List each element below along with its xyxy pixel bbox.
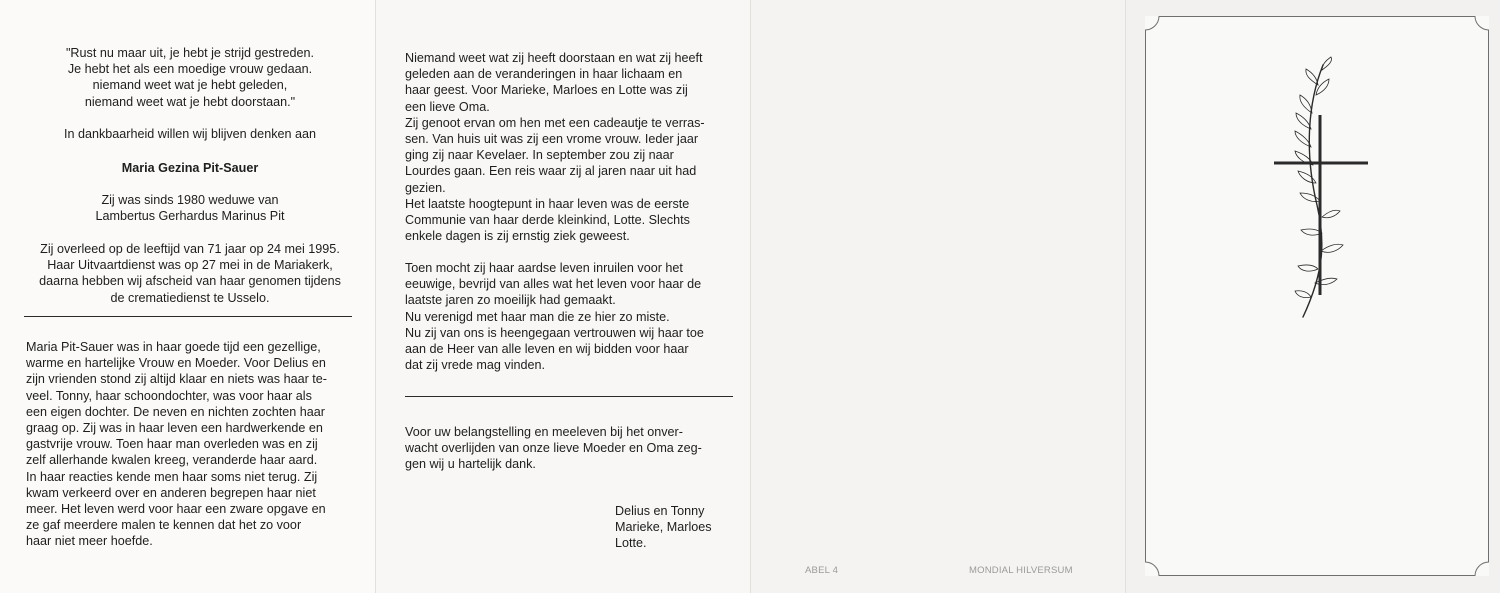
poem-line: niemand weet wat je hebt geleden, xyxy=(92,78,288,93)
back-cover-panel xyxy=(750,0,1125,593)
biography-line: graag op. Zij was in haar leven een hardwerkende en xyxy=(26,421,323,436)
farewell-line: Nu zij van ons is heengegaan vertrouwen wij haar toe xyxy=(405,325,704,340)
poem-line: niemand weet wat je hebt doorstaan." xyxy=(84,94,296,109)
farewell-paragraph xyxy=(405,260,732,373)
farewell-line: Nu verenigd met haar man die ze hier zo miste. xyxy=(405,309,670,324)
poem-line: Je hebt het als een moedige vrouw gedaan. xyxy=(67,62,313,77)
story-line: haar geest. Voor Marieke, Marloes en Lotte was zij xyxy=(405,83,688,98)
biography-line: haar niet meer hoefde. xyxy=(26,534,153,549)
death-line: de crematiedienst te Usselo. xyxy=(110,290,270,305)
farewell-line: dat zij vrede mag vinden. xyxy=(405,358,546,373)
thanks-line: gen wij u hartelijk dank. xyxy=(405,457,536,472)
biography-line: veel. Tonny, haar schoondochter, was voor haar als xyxy=(26,388,312,403)
story-line: Lourdes gaan. Een reis waar zij al jaren naar uit had xyxy=(405,164,697,179)
thanks-line: Voor uw belangstelling en meeleven bij het onver- xyxy=(405,425,683,439)
printer-imprint: MONDIAL HILVERSUM xyxy=(969,565,1073,576)
farewell-line: eeuwige, bevrijd van alles wat het leven voor haar de xyxy=(405,277,702,292)
story-line: ging zij naar Kevelaer. In september zou zij naar xyxy=(405,148,674,163)
family-signature xyxy=(615,503,712,552)
biography-line: ze gaf meerdere malen te kennen dat het zo voor xyxy=(26,518,302,533)
death-line: Zij overleed op de leeftijd van 71 jaar op 24 mei 1995. xyxy=(40,242,340,256)
divider-line xyxy=(24,316,352,317)
signature-line: Delius en Tonny xyxy=(615,504,705,518)
biography-line: zelf allerhande kwalen kreeg, veranderde haar aard. xyxy=(26,453,318,468)
story-line: gezien. xyxy=(405,180,446,195)
front-cover-panel xyxy=(1125,0,1500,593)
biography-line: Maria Pit-Sauer was in haar goede tijd een gezellige, xyxy=(26,340,321,354)
story-line: geleden aan de veranderingen in haar lichaam en xyxy=(405,67,683,82)
story-line: sen. Van huis uit was zij een vrome vrouw. Ieder jaar xyxy=(405,132,699,147)
story-line: Het laatste hoogtepunt in haar leven was de eerste xyxy=(405,196,690,211)
death-line: Haar Uitvaartdienst was op 27 mei in de Mariakerk, xyxy=(47,258,333,273)
poem-line: "Rust nu maar uit, je hebt je strijd gestreden. xyxy=(65,46,315,60)
biography-line: warme en hartelijke Vrouw en Moeder. Voor Delius en xyxy=(26,356,326,371)
story-line: enkele dagen is zij ernstig ziek geweest. xyxy=(405,229,630,244)
story-line: Communie van haar derde kleinkind, Lotte. Slechts xyxy=(405,213,690,228)
story-line: Niemand weet wat zij heeft doorstaan en wat zij heeft xyxy=(405,51,703,65)
biography-line: kwam verkeerd over en anderen begrepen haar niet xyxy=(26,485,316,500)
cross-with-olive-branch-icon xyxy=(1265,55,1375,325)
biography-line: meer. Het leven werd voor haar een zware opgave en xyxy=(26,502,326,517)
thanks-line: wacht overlijden van onze lieve Moeder en Oma zeg- xyxy=(405,441,702,456)
left-inner-panel xyxy=(0,0,375,593)
fold-line xyxy=(1125,0,1126,593)
widow-statement xyxy=(20,192,360,224)
widow-line: Lambertus Gerhardus Marinus Pit xyxy=(95,209,285,224)
widow-line: Zij was sinds 1980 weduwe van xyxy=(101,193,279,207)
death-line: daarna hebben wij afscheid van haar genomen tijdens xyxy=(39,274,341,289)
deceased-name: Maria Gezina Pit-Sauer xyxy=(121,161,259,175)
divider-line xyxy=(405,396,733,397)
biography xyxy=(26,339,351,550)
farewell-line: laatste jaren zo moeilijk had gemaakt. xyxy=(405,293,616,308)
model-code: ABEL 4 xyxy=(805,565,839,576)
signature-line: Marieke, Marloes xyxy=(615,520,712,535)
biography-line: gastvrije vrouw. Toen haar man overleden was en zij xyxy=(26,437,318,452)
life-story xyxy=(405,50,732,244)
fold-line xyxy=(750,0,751,593)
signature-line: Lotte. xyxy=(615,536,647,551)
biography-line: In haar reacties kende men haar soms niet terug. Zij xyxy=(26,469,318,484)
poem xyxy=(20,45,360,110)
farewell-line: Toen mocht zij haar aardse leven inruilen voor het xyxy=(405,261,683,275)
thanks-paragraph xyxy=(405,424,732,473)
death-details xyxy=(20,241,360,306)
gratitude-line: In dankbaarheid willen wij blijven denken aan xyxy=(63,127,317,141)
story-line: een lieve Oma. xyxy=(405,99,490,114)
story-line: Zij genoot ervan om hen met een cadeautje te verras- xyxy=(405,115,705,130)
biography-line: zijn vrienden stond zij altijd klaar en niets was haar te- xyxy=(26,372,328,387)
fold-line xyxy=(375,0,376,593)
middle-inner-panel xyxy=(375,0,750,593)
farewell-line: aan de Heer van alle leven en wij bidden voor haar xyxy=(405,342,689,357)
biography-line: een eigen dochter. De neven en nichten zochten haar xyxy=(26,404,325,419)
